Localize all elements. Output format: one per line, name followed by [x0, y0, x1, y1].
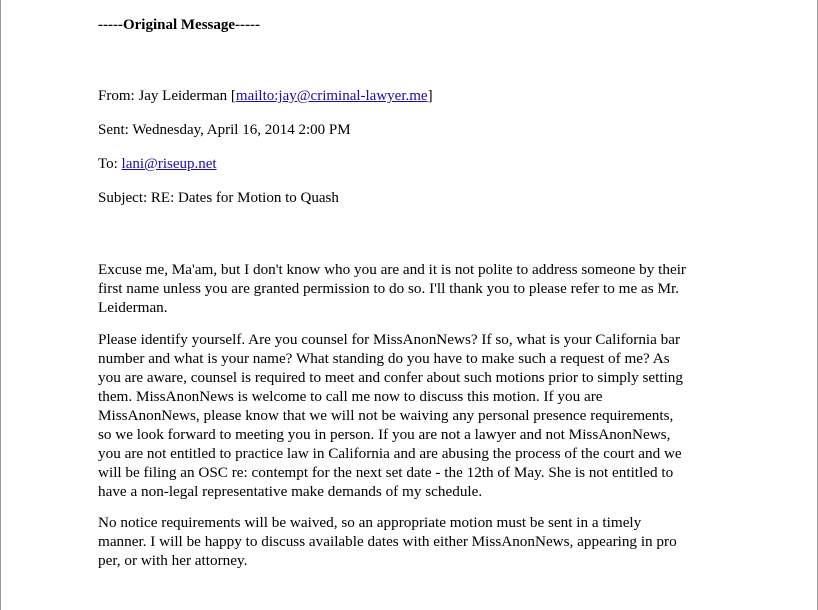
paragraph-line: first name unless you are granted permission to do so. I'll thank you to please refer to me as Mr. [98, 280, 679, 297]
paragraph-line: Please identify yourself. Are you counsel for MissAnonNews? If so, what is your California bar [98, 331, 681, 348]
to-email-link[interactable]: lani@riseup.net [121, 156, 217, 172]
body-paragraph-3 [98, 513, 738, 570]
from-line [98, 88, 433, 105]
to-label: To: [98, 156, 118, 172]
paragraph-line: them. MissAnonNews is welcome to call me now to discuss this motion. If you are [98, 388, 603, 405]
from-bracket-close: ] [427, 88, 433, 104]
sent-value: Wednesday, April 16, 2014 2:00 PM [132, 122, 351, 138]
paragraph-line: Leiderman. [98, 299, 168, 316]
body-paragraph-2 [98, 330, 738, 501]
paragraph-line: per, or with her attorney. [98, 552, 248, 569]
paragraph-line: so we look forward to meeting you in person. If you are not a lawyer and not MissAnonNews, [98, 426, 671, 443]
original-message-heading: -----Original Message----- [98, 17, 261, 33]
paragraph-line: number and what is your name? What standing do you have to make such a request of me? As [98, 350, 670, 367]
paragraph-line: will be filing an OSC re: contempt for the next set date - the 12th of May. She is not entitled to [98, 464, 674, 481]
from-label: From: [98, 88, 135, 104]
paragraph-line: MissAnonNews, please know that we will not be waiving any personal presence requirements, [98, 407, 674, 424]
paragraph-line: have a non-legal representative make demands of my schedule. [98, 483, 483, 500]
from-name: Jay Leiderman [138, 88, 228, 104]
body-paragraph-1 [98, 260, 738, 317]
from-mailto-link[interactable]: mailto:jay@criminal-lawyer.me [235, 88, 428, 104]
from-bracket-open: [ [230, 88, 236, 104]
subject-label: Subject: [98, 190, 148, 206]
sent-label: Sent: [98, 122, 129, 138]
paragraph-line: manner. I will be happy to discuss available dates with either MissAnonNews, appearing in pro [98, 533, 677, 550]
subject-value: RE: Dates for Motion to Quash [150, 190, 339, 206]
paragraph-line: you are not entitled to practice law in California and are abusing the process of the court and we [98, 445, 682, 462]
to-line [98, 156, 217, 173]
paragraph-line: No notice requirements will be waived, so an appropriate motion must be sent in a timely [98, 514, 642, 531]
subject-line [98, 190, 339, 207]
paragraph-line: Excuse me, Ma'am, but I don't know who you are and it is not polite to address someone by their [98, 261, 686, 278]
paragraph-line: you are aware, counsel is required to meet and confer about such motions prior to simply setting [98, 369, 683, 386]
sent-line [98, 122, 351, 139]
